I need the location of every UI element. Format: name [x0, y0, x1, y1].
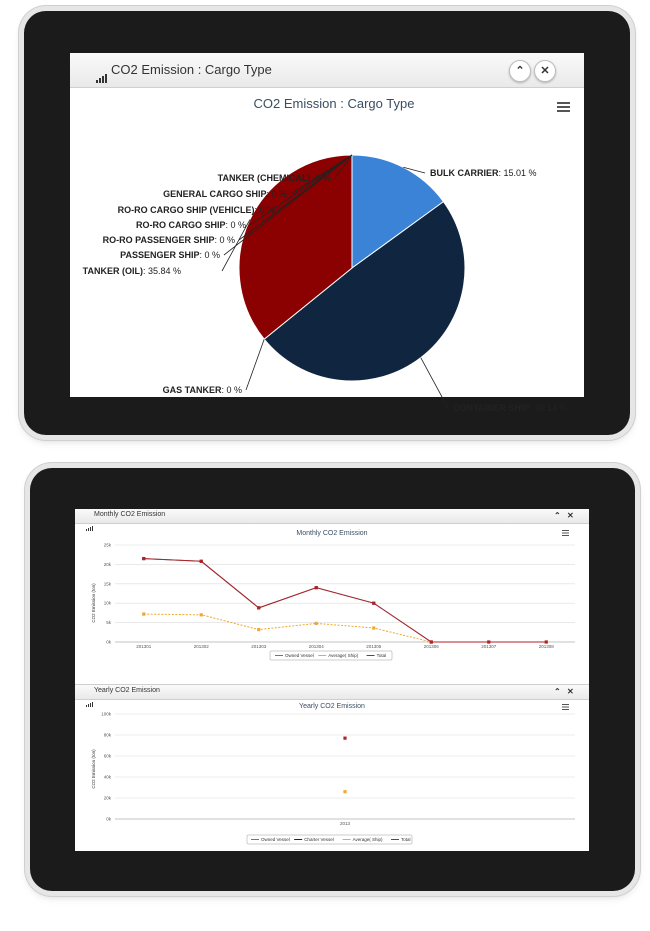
data-point-total[interactable] [142, 557, 145, 560]
y-tick-label: 80k [103, 732, 111, 738]
hamburger-menu-icon[interactable] [562, 704, 569, 710]
panel-title: Monthly CO2 Emission [94, 511, 166, 518]
collapse-panel-button[interactable] [554, 511, 561, 521]
x-tick-label: 201305 [366, 644, 382, 649]
close-icon: ✕ [567, 511, 574, 520]
y-tick-label: 10k [103, 600, 111, 606]
y-tick-label: 100k [101, 711, 111, 717]
y-tick-label: 20k [103, 561, 111, 567]
data-point-total[interactable] [372, 602, 375, 605]
x-tick-label: 201302 [193, 644, 209, 649]
yearly-panel-header [75, 684, 589, 700]
legend-item-owned-vessel[interactable]: Owned Vessel [285, 653, 314, 658]
connector-line [421, 358, 448, 408]
y-tick-label: 20k [103, 795, 111, 801]
legend-item-average-ship[interactable]: Average( Ship) [352, 837, 383, 842]
connector-line [246, 339, 264, 390]
signal-bars-icon [96, 65, 108, 83]
x-tick-label: 201301 [136, 644, 152, 649]
x-tick-label: 201308 [538, 644, 554, 649]
legend-item-average-ship[interactable]: Average( Ship) [328, 653, 359, 658]
data-point-total[interactable] [257, 606, 260, 609]
x-tick-label: 2013 [339, 821, 351, 826]
x-tick-label: 201303 [251, 644, 267, 649]
chevron-up-icon: ⌃ [554, 511, 561, 520]
series-line-average-ship [144, 614, 432, 642]
data-label-passenger-ship: PASSENGER SHIP: 0 % [120, 250, 220, 260]
y-tick-label: 60k [103, 753, 111, 759]
close-panel-button[interactable] [567, 511, 574, 521]
data-point-average-ship[interactable] [372, 626, 375, 629]
data-point-total[interactable] [200, 560, 203, 563]
data-point-average-ship[interactable] [343, 790, 346, 793]
collapse-panel-button[interactable] [509, 60, 531, 82]
data-point-average-ship[interactable] [257, 628, 260, 631]
close-icon: ✕ [567, 687, 574, 696]
series-line-owned-vessel [144, 559, 432, 642]
y-tick-label: 0k [106, 816, 111, 822]
chart-legend [270, 651, 392, 660]
chevron-up-icon: ⌃ [515, 65, 525, 77]
hamburger-menu-icon[interactable] [557, 102, 570, 112]
hamburger-menu-icon[interactable] [562, 530, 569, 536]
y-tick-label: 0k [106, 639, 111, 645]
y-tick-label: 25k [103, 542, 111, 548]
data-point-total[interactable] [343, 737, 346, 740]
legend-item-charter-vessel[interactable]: Charter Vessel [304, 837, 334, 842]
data-label-tanker-oil: TANKER (OIL): 35.84 % [82, 266, 181, 276]
data-label-bulk-carrier: BULK CARRIER: 15.01 % [430, 168, 537, 178]
data-point-total[interactable] [430, 640, 433, 643]
legend-item-total[interactable]: Total [401, 837, 411, 842]
y-axis-label: CO2 Emission (ton) [91, 749, 96, 789]
y-axis-label: CO2 Emission (ton) [91, 583, 96, 623]
data-label-gas-tanker: GAS TANKER: 0 % [162, 385, 242, 395]
x-tick-label: 201304 [308, 644, 324, 649]
monthly-panel-header [75, 509, 589, 524]
panel-title: Yearly CO2 Emission [94, 687, 160, 694]
y-tick-label: 40k [103, 774, 111, 780]
data-label-ro-ro-passenger-ship: RO-RO PASSENGER SHIP: 0 % [102, 235, 235, 245]
x-tick-label: 201307 [481, 644, 497, 649]
screen-top [70, 53, 584, 413]
tablet-frame-top [24, 11, 630, 435]
close-icon: ✕ [540, 65, 550, 77]
chart-title: Yearly CO2 Emission [299, 703, 365, 710]
screen-bottom [75, 509, 589, 851]
y-tick-label: 15k [103, 581, 111, 587]
yearly-co2-chart [75, 699, 589, 851]
legend-item-total[interactable]: Total [376, 653, 387, 658]
chart-title: Monthly CO2 Emission [296, 530, 368, 537]
data-label-ro-ro-cargo-ship-vehicle: RO-RO CARGO SHIP (VEHICLE): 0 % [117, 205, 275, 215]
cargo-type-pie-chart [70, 87, 584, 413]
data-label-container-ship: CONTAINER SHIP: 49.14 % [453, 403, 568, 413]
data-label-tanker-chemical: TANKER (CHEMICAL): 0 % [217, 173, 331, 183]
series-line-total [144, 559, 547, 642]
panel-title: CO2 Emission : Cargo Type [111, 62, 272, 77]
data-point-total[interactable] [545, 640, 548, 643]
monthly-co2-line-chart [75, 523, 589, 679]
chart-title: CO2 Emission : Cargo Type [253, 96, 415, 111]
x-tick-label: 201306 [423, 644, 439, 649]
close-panel-button[interactable] [567, 687, 574, 697]
close-panel-button[interactable] [534, 60, 556, 82]
data-point-average-ship[interactable] [315, 622, 318, 625]
data-point-total[interactable] [315, 586, 318, 589]
data-point-average-ship[interactable] [200, 613, 203, 616]
data-label-ro-ro-cargo-ship: RO-RO CARGO SHIP: 0 % [135, 220, 246, 230]
collapse-panel-button[interactable] [554, 687, 561, 697]
data-point-total[interactable] [487, 640, 490, 643]
chart-legend [247, 835, 412, 844]
chevron-up-icon: ⌃ [554, 687, 561, 696]
y-tick-label: 5k [106, 620, 111, 626]
legend-item-owned-vessel[interactable]: Owned Vessel [261, 837, 290, 842]
cargo-type-panel-header [70, 53, 584, 88]
data-label-general-cargo-ship: GENERAL CARGO SHIP: 0 % [163, 189, 287, 199]
tablet-frame-bottom [30, 468, 635, 891]
data-point-average-ship[interactable] [142, 612, 145, 615]
